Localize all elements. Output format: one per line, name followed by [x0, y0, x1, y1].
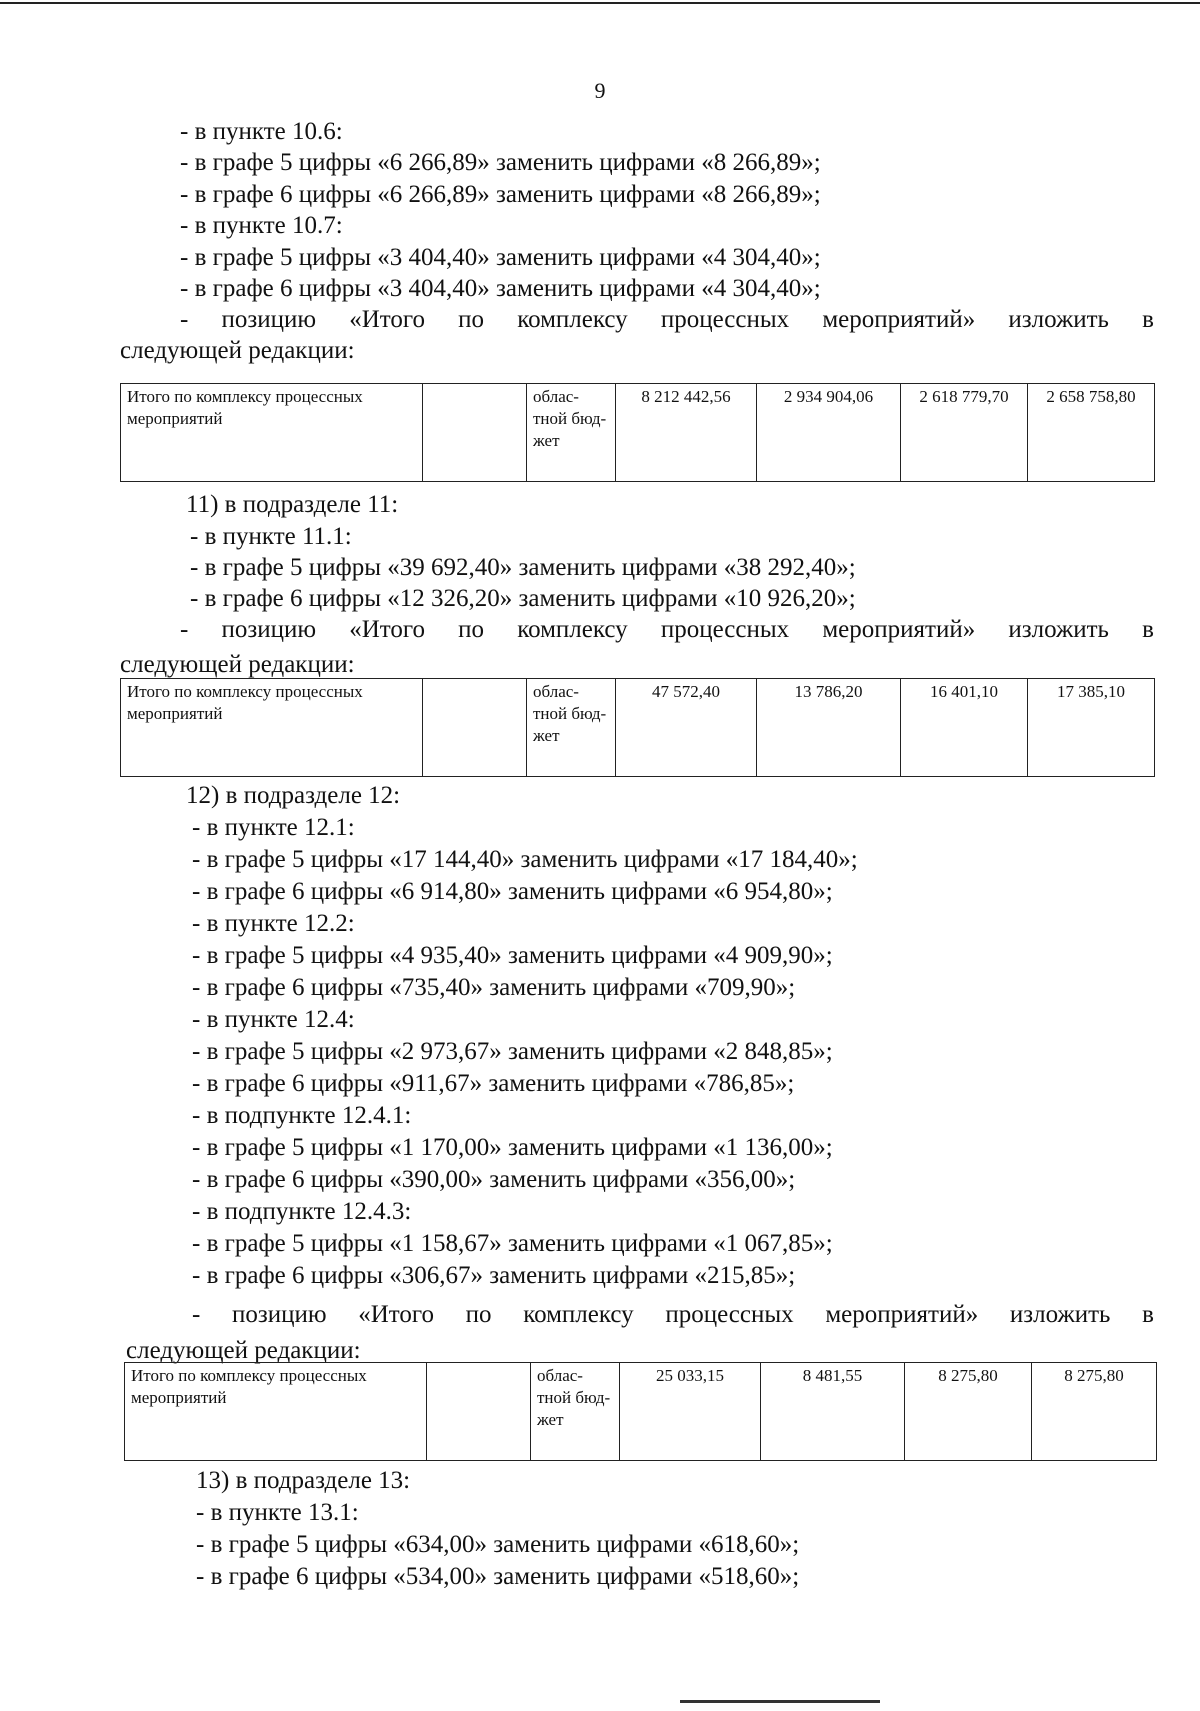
word: по — [458, 616, 485, 643]
word: позицию — [231, 1301, 327, 1328]
word: по — [458, 306, 485, 333]
word: «Итого — [349, 306, 425, 333]
paragraph-line: - в графе 6 цифры «3 404,40» заменить цифрами «4 304,40»; — [180, 275, 821, 302]
word: - — [192, 1301, 201, 1328]
paragraph-line: - в графе 5 цифры «2 973,67» заменить цифрами «2 848,85»; — [192, 1038, 833, 1065]
paragraph-line: - в графе 6 цифры «6 266,89» заменить цифрами «8 266,89»; — [180, 181, 821, 208]
position-phrase-line — [180, 305, 1154, 335]
paragraph-line: - в графе 6 цифры «6 914,80» заменить цифрами «6 954,80»; — [192, 878, 833, 905]
paragraph-line: - в пункте 10.7: — [180, 212, 343, 239]
word: в — [1142, 306, 1154, 333]
word: в — [1142, 1301, 1154, 1328]
table-cell-value: 25 033,15 — [620, 1363, 761, 1461]
word: «Итого — [358, 1301, 434, 1328]
table-cell-value: 13 786,20 — [757, 679, 901, 777]
table-cell-empty — [423, 384, 527, 482]
word: изложить — [1009, 1301, 1111, 1328]
paragraph-line: - в графе 5 цифры «1 170,00» заменить цифрами «1 136,00»; — [192, 1134, 833, 1161]
top-border-line — [0, 2, 1200, 4]
table-cell-value: 2 658 758,80 — [1028, 384, 1155, 482]
table-cell-empty — [427, 1363, 531, 1461]
summary-table-3 — [124, 1362, 1157, 1461]
word: мероприятий» — [822, 306, 976, 333]
word: «Итого — [349, 616, 425, 643]
word: по — [465, 1301, 492, 1328]
position-phrase-line — [192, 1300, 1154, 1330]
paragraph-line: - в графе 6 цифры «12 326,20» заменить цифрами «10 926,20»; — [190, 585, 856, 612]
next-edition-label: следующей редакции: — [120, 337, 355, 364]
word: позицию — [221, 306, 317, 333]
paragraph-line: - в пункте 11.1: — [190, 523, 352, 550]
paragraph-line: 11) в подразделе 11: — [186, 491, 399, 518]
table-cell-value: 8 275,80 — [1032, 1363, 1157, 1461]
position-phrase-line — [180, 615, 1154, 645]
table-cell-name: Итого по комплексу процессных мероприятий — [121, 679, 423, 777]
table-cell-value: 16 401,10 — [901, 679, 1028, 777]
paragraph-line: - в пункте 12.4: — [192, 1006, 355, 1033]
word: изложить — [1008, 306, 1109, 333]
table-cell-value: 8 481,55 — [761, 1363, 905, 1461]
word: - — [180, 616, 189, 643]
next-edition-label: следующей редакции: — [120, 651, 355, 678]
word: в — [1142, 616, 1154, 643]
paragraph-line: - в графе 6 цифры «306,67» заменить цифрами «215,85»; — [192, 1262, 796, 1289]
paragraph-line: - в пункте 12.1: — [192, 814, 355, 841]
summary-table-2 — [120, 678, 1155, 777]
scan-artifact-line — [680, 1700, 880, 1703]
word: процессных — [660, 306, 790, 333]
table-cell-value: 8 275,80 — [905, 1363, 1032, 1461]
word: позицию — [221, 616, 317, 643]
paragraph-line: - в графе 5 цифры «3 404,40» заменить цифрами «4 304,40»; — [180, 244, 821, 271]
paragraph-line: - в графе 5 цифры «1 158,67» заменить цифрами «1 067,85»; — [192, 1230, 833, 1257]
table-cell-name: Итого по комплексу процессных мероприятий — [125, 1363, 427, 1461]
word: комплексу — [523, 1301, 634, 1328]
table-cell-value: 8 212 442,56 — [616, 384, 757, 482]
word: - — [180, 306, 189, 333]
summary-table-1 — [120, 383, 1155, 482]
table-cell-value: 47 572,40 — [616, 679, 757, 777]
table-cell-value: 2 934 904,06 — [757, 384, 901, 482]
word: мероприятий» — [825, 1301, 979, 1328]
table-cell-value: 2 618 779,70 — [901, 384, 1028, 482]
table-cell-empty — [423, 679, 527, 777]
paragraph-line: - в графе 6 цифры «911,67» заменить цифрами «786,85»; — [192, 1070, 795, 1097]
paragraph-line: - в графе 6 цифры «735,40» заменить цифрами «709,90»; — [192, 974, 796, 1001]
paragraph-line: - в пункте 10.6: — [180, 118, 343, 145]
paragraph-line: - в подпункте 12.4.1: — [192, 1102, 412, 1129]
table-cell-source: облас-тной бюд-жет — [531, 1363, 620, 1461]
paragraph-line: - в графе 5 цифры «4 935,40» заменить цифрами «4 909,90»; — [192, 942, 833, 969]
paragraph-line: - в графе 5 цифры «634,00» заменить цифрами «618,60»; — [196, 1531, 800, 1558]
paragraph-line: 12) в подразделе 12: — [186, 782, 401, 809]
paragraph-line: 13) в подразделе 13: — [196, 1467, 411, 1494]
table-cell-value: 17 385,10 — [1028, 679, 1155, 777]
page-number: 9 — [594, 78, 606, 103]
table-cell-source: облас-тной бюд-жет — [527, 384, 616, 482]
paragraph-line: - в графе 5 цифры «39 692,40» заменить цифрами «38 292,40»; — [190, 554, 856, 581]
word: мероприятий» — [822, 616, 976, 643]
word: комплексу — [517, 616, 628, 643]
paragraph-line: - в графе 5 цифры «17 144,40» заменить цифрами «17 184,40»; — [192, 846, 858, 873]
next-edition-label: следующей редакции: — [126, 1337, 361, 1364]
paragraph-line: - в подпункте 12.4.3: — [192, 1198, 412, 1225]
paragraph-line: - в графе 6 цифры «534,00» заменить цифрами «518,60»; — [196, 1563, 800, 1590]
word: изложить — [1008, 616, 1109, 643]
paragraph-line: - в графе 5 цифры «6 266,89» заменить цифрами «8 266,89»; — [180, 149, 821, 176]
table-cell-name: Итого по комплексу процессных мероприятий — [121, 384, 423, 482]
word: процессных — [665, 1301, 794, 1328]
word: процессных — [660, 616, 790, 643]
paragraph-line: - в пункте 13.1: — [196, 1499, 359, 1526]
table-cell-source: облас-тной бюд-жет — [527, 679, 616, 777]
word: комплексу — [517, 306, 628, 333]
paragraph-line: - в графе 6 цифры «390,00» заменить цифрами «356,00»; — [192, 1166, 796, 1193]
paragraph-line: - в пункте 12.2: — [192, 910, 355, 937]
